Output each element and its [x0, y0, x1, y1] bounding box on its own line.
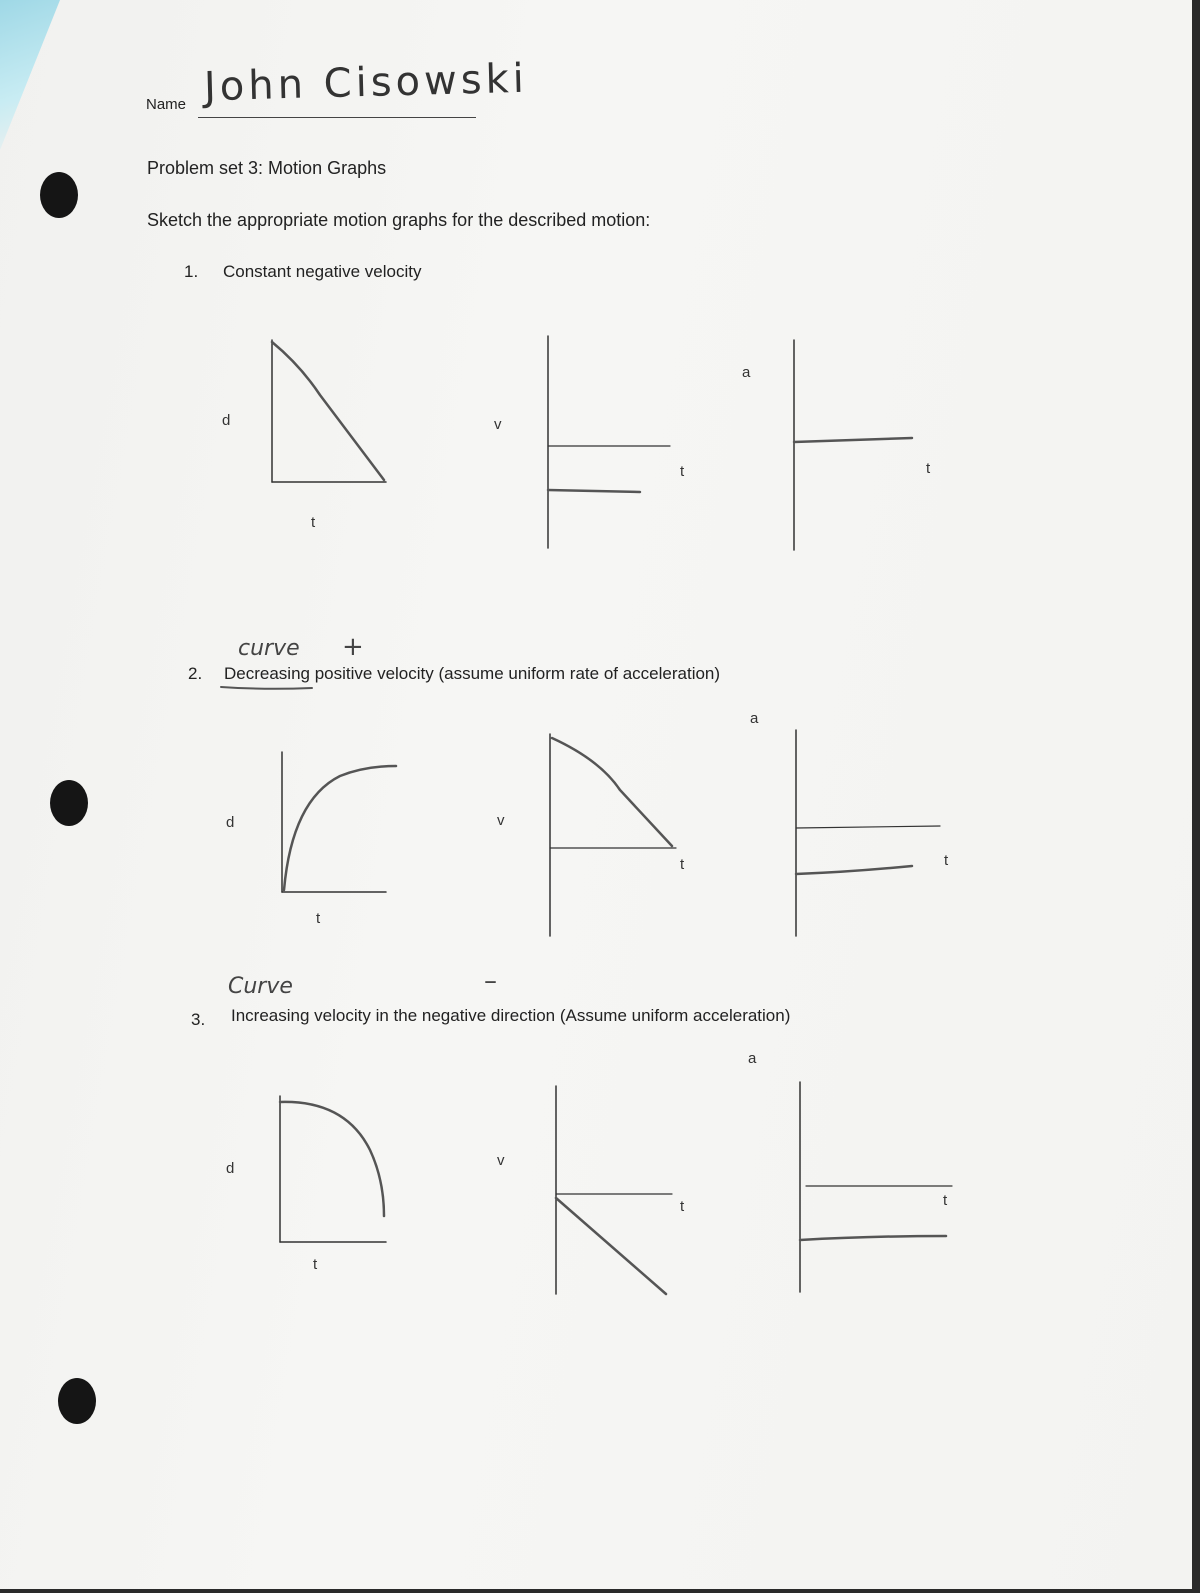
question-1-text: Constant negative velocity — [223, 262, 422, 281]
q1-a-graph — [794, 340, 912, 550]
q3-v-axis-label: v — [497, 1152, 505, 1169]
q3-d-graph-t-label: t — [313, 1256, 318, 1273]
q2-v-graph-t-label: t — [680, 856, 685, 873]
q1-v-graph-sketch — [548, 490, 640, 492]
q1-a-axis-label: a — [742, 364, 751, 381]
q3-v-graph-sketch — [556, 1198, 666, 1294]
q3-a-graph-t-label: t — [943, 1192, 948, 1209]
q1-d-axis-label: d — [222, 412, 231, 429]
instructions-text: Sketch the appropriate motion graphs for the described motion: — [147, 210, 651, 230]
q1-v-axis-label: v — [494, 416, 502, 433]
q2-d-axis-label: d — [226, 814, 235, 831]
q2-a-axis-label: a — [750, 710, 759, 727]
question-2-number: 2. — [188, 664, 203, 683]
q3-a-axis-label: a — [748, 1050, 757, 1067]
q3-v-graph-t-label: t — [680, 1198, 685, 1215]
q2-handwritten-underline — [221, 687, 312, 689]
q2-a-graph-x-axis — [796, 826, 940, 828]
q1-a-graph-t-label: t — [926, 460, 931, 477]
question-1-number: 1. — [184, 262, 199, 281]
q1-d-graph-t-label: t — [311, 514, 316, 531]
student-name-handwritten: John Cisowski — [203, 55, 529, 111]
q3-v-graph — [556, 1086, 672, 1294]
problem-set-title: Problem set 3: Motion Graphs — [147, 158, 387, 178]
q2-handwritten-sign: + — [342, 632, 364, 662]
q3-handwritten-note: Curve — [228, 974, 293, 999]
q2-d-graph-sketch — [284, 766, 396, 890]
name-label: Name — [146, 96, 187, 113]
question-2-text: Decreasing positive velocity (assume uniform rate of acceleration) — [224, 664, 721, 683]
q2-a-graph — [796, 730, 940, 936]
question-3-text: Increasing velocity in the negative direction (Assume uniform acceleration) — [231, 1006, 791, 1025]
q2-v-graph — [550, 734, 676, 936]
q1-a-graph-sketch — [794, 438, 912, 442]
q3-handwritten-sign: – — [484, 966, 497, 996]
q2-d-graph — [282, 752, 396, 892]
q3-d-graph-sketch — [280, 1102, 384, 1216]
q2-handwritten-note: curve — [238, 636, 300, 661]
q2-v-graph-sketch — [552, 738, 672, 846]
question-3-number: 3. — [191, 1010, 206, 1029]
q2-d-graph-t-label: t — [316, 910, 321, 927]
q2-a-graph-sketch — [796, 866, 912, 874]
q3-d-graph — [280, 1096, 386, 1242]
q1-v-graph-t-label: t — [680, 463, 685, 480]
q2-a-graph-t-label: t — [944, 852, 949, 869]
q3-a-graph-sketch — [800, 1236, 946, 1240]
q3-a-graph — [800, 1082, 952, 1292]
q1-v-graph — [548, 336, 670, 548]
q1-d-graph — [272, 340, 386, 482]
q1-d-graph-sketch — [272, 342, 384, 480]
q2-v-axis-label: v — [497, 812, 505, 829]
q3-d-axis-label: d — [226, 1160, 235, 1177]
